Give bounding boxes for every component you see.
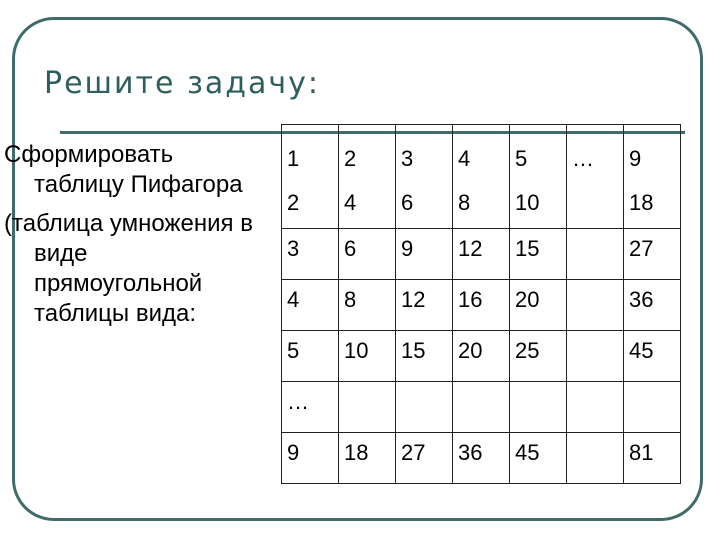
cell-value: 10	[515, 190, 540, 215]
task-paragraph-2: (таблица умножения в виде прямоугольной таблицы вида:	[4, 210, 253, 327]
table-row	[282, 125, 681, 229]
table-cell: 8	[339, 280, 396, 331]
table-cell: 20	[510, 280, 567, 331]
table-cell	[567, 280, 624, 331]
cell-value: 2	[344, 146, 357, 171]
table-cell	[510, 382, 567, 433]
table-cell: 36	[624, 280, 681, 331]
table-cell: 6	[339, 229, 396, 280]
cell-value: 5	[515, 146, 528, 171]
table-cell: 9	[282, 433, 339, 484]
table-cell	[453, 382, 510, 433]
cell-value: 1	[287, 146, 300, 171]
cell-value: 2	[287, 190, 300, 215]
cell-value: 4	[344, 190, 357, 215]
table-cell: 16	[453, 280, 510, 331]
table-cell: 12	[453, 229, 510, 280]
table-cell: 9	[396, 229, 453, 280]
table-cell	[567, 433, 624, 484]
table-cell: 45	[510, 433, 567, 484]
table-cell: 10	[339, 331, 396, 382]
table-cell: 15	[510, 229, 567, 280]
table-row	[282, 280, 681, 331]
slide-title: Решите задачу:	[44, 66, 321, 101]
cell-value: 9	[629, 146, 642, 171]
table-cell: 45	[624, 331, 681, 382]
table-cell: 12	[396, 280, 453, 331]
table-cell	[339, 382, 396, 433]
table-cell	[339, 125, 396, 229]
table-cell	[567, 125, 624, 229]
table-cell: 4	[282, 280, 339, 331]
table-cell: 20	[453, 331, 510, 382]
table-cell: 5	[282, 331, 339, 382]
table-cell: 81	[624, 433, 681, 484]
table-cell	[567, 382, 624, 433]
pythagoras-table	[281, 124, 681, 484]
cell-value: 6	[401, 190, 414, 215]
table-cell: 27	[396, 433, 453, 484]
table-cell	[282, 125, 339, 229]
task-text	[4, 140, 254, 338]
table-cell: …	[282, 382, 339, 433]
cell-value: 4	[458, 146, 471, 171]
table-cell	[510, 125, 567, 229]
cell-value: 3	[401, 146, 414, 171]
table-cell	[624, 125, 681, 229]
table-cell: 18	[339, 433, 396, 484]
table-row	[282, 382, 681, 433]
table-cell: 27	[624, 229, 681, 280]
task-paragraph-1: Сформировать таблицу Пифагора	[4, 141, 243, 198]
table-cell	[453, 125, 510, 229]
table-cell	[396, 125, 453, 229]
table-row	[282, 229, 681, 280]
table-row	[282, 331, 681, 382]
table-cell: 25	[510, 331, 567, 382]
table-cell: 36	[453, 433, 510, 484]
table-cell	[624, 382, 681, 433]
table-cell	[567, 229, 624, 280]
table-cell: 3	[282, 229, 339, 280]
cell-value: 8	[458, 190, 471, 215]
cell-value: …	[572, 146, 594, 171]
table-cell	[567, 331, 624, 382]
table-cell	[396, 382, 453, 433]
cell-value: 18	[629, 190, 654, 215]
table-cell: 15	[396, 331, 453, 382]
table-row	[282, 433, 681, 484]
